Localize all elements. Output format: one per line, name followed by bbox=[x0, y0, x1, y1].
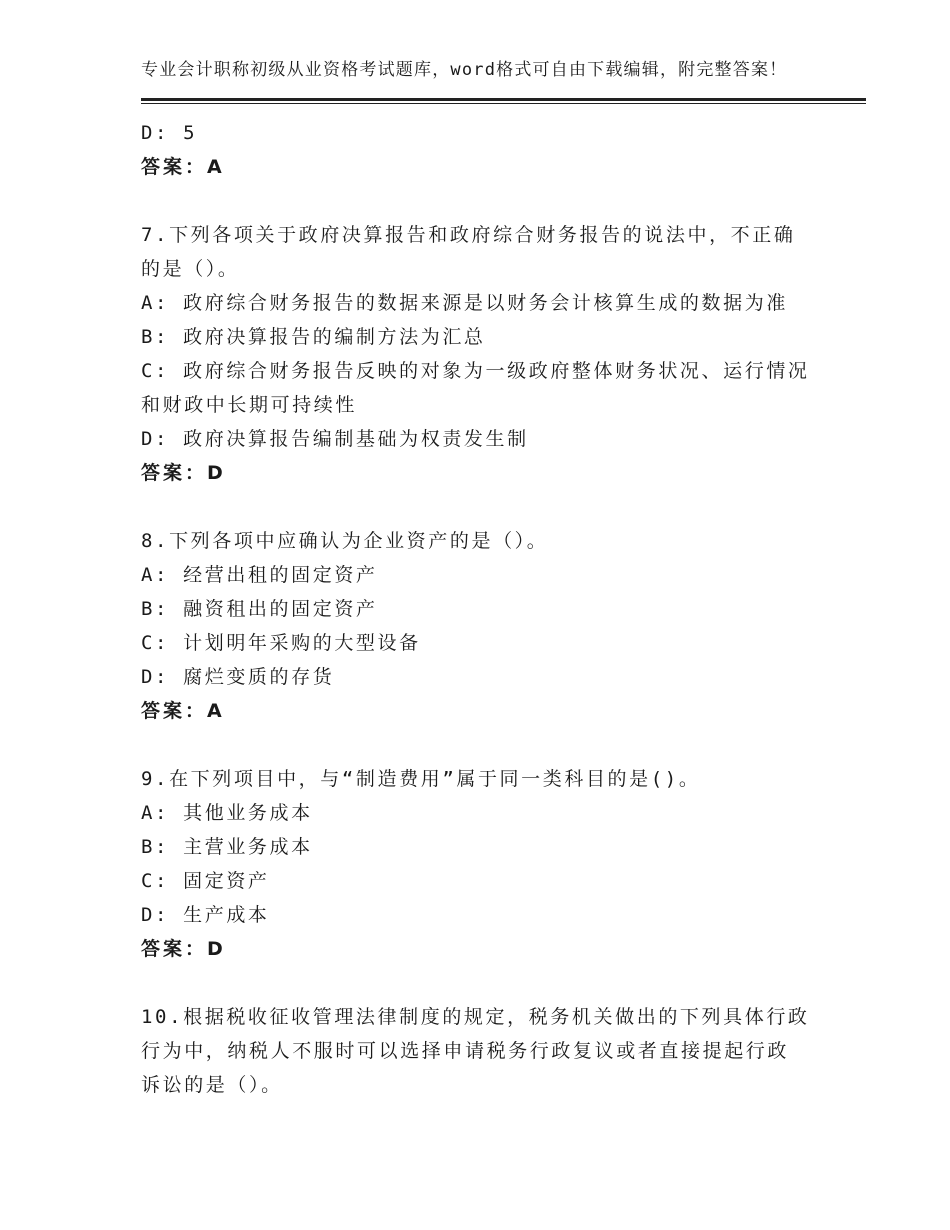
option-a: A: 经营出租的固定资产 bbox=[141, 564, 378, 586]
question-stem: 9.在下列项目中，与“制造费用”属于同一类科目的是()。 bbox=[141, 768, 701, 790]
question-stem: 10.根据税收征收管理法律制度的规定，税务机关做出的下列具体行政 bbox=[141, 1006, 810, 1028]
answer-line: 答案：A bbox=[141, 700, 225, 722]
header-rule-thick bbox=[141, 98, 866, 101]
block-spacer bbox=[141, 490, 811, 524]
option-b: B: 融资租出的固定资产 bbox=[141, 598, 378, 620]
block-spacer bbox=[141, 728, 811, 762]
question-stem: 7.下列各项关于政府决算报告和政府综合财务报告的说法中，不正确 bbox=[141, 224, 796, 246]
answer-line: 答案：D bbox=[141, 462, 226, 484]
option-c: C: 固定资产 bbox=[141, 870, 270, 892]
question-content bbox=[141, 116, 811, 1102]
option-a: A: 政府综合财务报告的数据来源是以财务会计核算生成的数据为准 bbox=[141, 292, 788, 314]
question-stem-cont: 诉讼的是（）。 bbox=[141, 1074, 283, 1096]
question-stem: 8.下列各项中应确认为企业资产的是（）。 bbox=[141, 530, 549, 552]
question-stem-cont: 的是（）。 bbox=[141, 258, 240, 280]
option-d: D: 政府决算报告编制基础为权责发生制 bbox=[141, 428, 529, 450]
page-header: 专业会计职称初级从业资格考试题库，word格式可自由下载编辑，附完整答案！ bbox=[141, 60, 788, 80]
option-c: C: 计划明年采购的大型设备 bbox=[141, 632, 421, 654]
block-spacer bbox=[141, 184, 811, 218]
option-b: B: 政府决算报告的编制方法为汇总 bbox=[141, 326, 486, 348]
option-d: D: 生产成本 bbox=[141, 904, 270, 926]
answer-line: 答案：D bbox=[141, 938, 226, 960]
question-stem-cont: 行为中，纳税人不服时可以选择申请税务行政复议或者直接提起行政 bbox=[141, 1040, 790, 1062]
question-block-9 bbox=[141, 762, 811, 966]
block-spacer bbox=[141, 966, 811, 1000]
question-block-7 bbox=[141, 218, 811, 490]
question-block-10 bbox=[141, 1000, 811, 1102]
option-c: C: 政府综合财务报告反映的对象为一级政府整体财务状况、运行情况 bbox=[141, 360, 810, 382]
option-d: D: 5 bbox=[141, 122, 198, 144]
option-b: B: 主营业务成本 bbox=[141, 836, 313, 858]
question-block-6-tail bbox=[141, 116, 811, 184]
option-a: A: 其他业务成本 bbox=[141, 802, 313, 824]
option-c-cont: 和财政中长期可持续性 bbox=[141, 394, 358, 416]
answer-line: 答案：A bbox=[141, 156, 225, 178]
question-block-8 bbox=[141, 524, 811, 728]
option-d: D: 腐烂变质的存货 bbox=[141, 666, 335, 688]
header-rule-thin bbox=[141, 103, 866, 104]
